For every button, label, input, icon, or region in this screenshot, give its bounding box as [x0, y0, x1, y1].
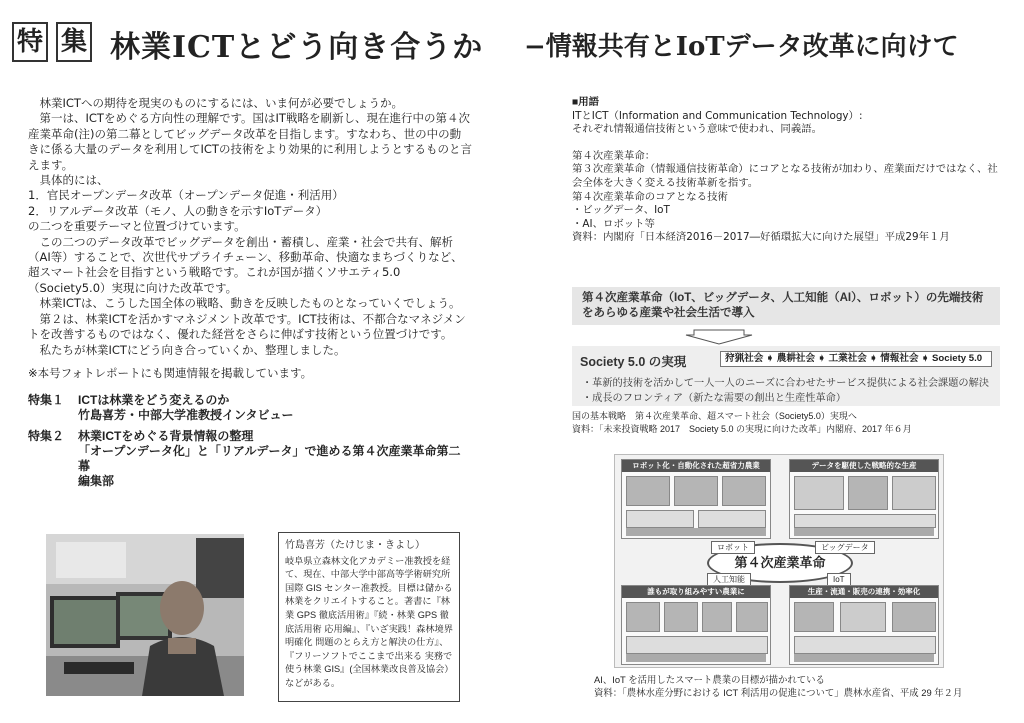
- fourth-revolution-box: 第４次産業革命（IoT、ビッグデータ、人工知能（AI）、ロボット）の先端技術をあらゆる産業や社会生活で導入: [572, 287, 1000, 325]
- panel-data-production: [789, 459, 939, 539]
- intro-paragraph: この二つのデータ改革でビッグデータを創出・蓄積し、産業・社会で共有、解析（AI等）することで、次世代サプライチェーン、移動革命、快適なまちづくりなど、超スマート社会を目指すという戦略です。これが国が描くソサエティ5.0（Society5.0）実現に向けた改革です。: [28, 234, 463, 295]
- glossary-heading: ■用語: [572, 97, 600, 108]
- fig1-caption-text: 国の基本戦略 第４次産業革命、超スマート社会（Society5.0）実現へ: [572, 411, 857, 421]
- intro-paragraph: 私たちが林業ICTにどう向き合っていくか、整理しました。: [39, 342, 346, 357]
- glossary-core-title: 第４次産業革命のコアとなる技術: [572, 190, 728, 203]
- feature-1-subtitle: 竹島喜芳・中部大学准教授インタビュー: [78, 408, 294, 423]
- page-header: [0, 0, 1024, 72]
- glossary-ict-body: それぞれ情報通信技術という意味で使われ、同義語。: [572, 123, 822, 136]
- glossary-4th-title: 第４次産業革命：: [572, 149, 656, 162]
- fig2-source: 資料：「農林水産分野における ICT 利活用の促進について」農林水産省、平成 29 年２月: [594, 687, 963, 698]
- author-bio-text: 岐阜県立森林文化アカデミー准教授を経て、現在、中部大学中部高等学術研究所国際 GIS センター准教授。目標は儲かる林業をクリエイトすること。著書に『林業 GPS 徹底活用術』『続・林業 GPS 徹底活用術 応用編』、『いざ実践！森林境界明確化 問題のとらえ方と解決の仕方』、『フリーソフトでここまで出来る 実務で使う林業 GIS』(全国林業改良普及協会）などがある。: [285, 555, 453, 688]
- tokushu-box-1: 特: [12, 22, 48, 62]
- panel-robot-farming: [621, 459, 771, 539]
- feature-2-author: 編集部: [78, 474, 115, 489]
- society5-box: [572, 346, 1000, 406]
- panel-title: ロボット化・自動化された超省力農業: [622, 460, 770, 472]
- society5-bullet: ・成長のフロンティア（新たな需要の創出と生産性革命）: [582, 393, 847, 404]
- fig2-caption-text: AI、IoT を活用したスマート農業の目標が描かれている: [594, 674, 825, 685]
- glossary-source: 資料：内閣府「日本経済2016－2017―好循環拡大に向けた展望」平成29年１月: [572, 231, 950, 244]
- intro-paragraph: 第２は、林業ICTを活かすマネジメント改革です。ICT技術は、不都合なマネジメントを改善するものではなく、優れた経営をさらに伸ばす技術という位置づけです。: [28, 311, 466, 342]
- panel-title: 誰もが取り組みやすい農業に: [622, 586, 770, 598]
- fig2-caption: [594, 673, 962, 699]
- down-arrow-icon: [684, 329, 754, 345]
- tokushu-box-2: 集: [56, 22, 92, 62]
- glossary: [572, 96, 1002, 245]
- intro-paragraph: 林業ICTへの期待を現実のものにするには、いま何が必要でしょうか。: [39, 96, 403, 110]
- intro-paragraph: 具体的には、: [39, 173, 109, 188]
- fig1-source: 資料：「未来投資戦略 2017 Society 5.0 の実現に向けた改革」内閣府、2017 年６月: [572, 423, 912, 434]
- center-label: 第４次産業革命: [734, 555, 826, 570]
- feature-1-label: 特集１: [28, 393, 65, 408]
- feature-2: [28, 429, 472, 489]
- panel-title: データを駆使した戦略的な生産: [790, 460, 938, 472]
- list-item: 2．リアルデータ改革（モノ、人の動きを示すIoTデータ）: [28, 203, 328, 218]
- society5-bullet: ・革新的技術を活かして一人一人のニーズに合わせたサービス提供による社会課題の解決: [582, 378, 989, 389]
- society5-title: Society 5.0 の実現: [580, 355, 687, 369]
- tag-robot: ロボット: [711, 541, 755, 554]
- tag-ai: 人工知能: [707, 573, 751, 586]
- smart-agriculture-diagram: [614, 454, 944, 668]
- panel-title: 生産・流通・販売の連携・効率化: [790, 586, 938, 598]
- tag-iot: IoT: [827, 573, 851, 586]
- glossary-4th-body: 第３次産業革命（情報通信技術革命）にコアとなる技術が加わり、産業面だけではなく、社会全体を大きく変える技術革新を指す。: [572, 163, 998, 189]
- sub-title: −情報共有とIoTデータ改革に向けて: [524, 32, 959, 62]
- glossary-ict-title: ITとICT（Information and Communication Technology）:: [572, 109, 863, 122]
- panel-distribution: [789, 585, 939, 665]
- main-title: 林業ICTとどう向き合うか: [110, 30, 484, 65]
- intro-column: [28, 96, 472, 489]
- panel-easy-farming: [621, 585, 771, 665]
- feature-1-title: ICTは林業をどう変えるのか: [78, 393, 230, 408]
- intro-paragraph: の二つを重要テーマと位置づけています。: [28, 219, 246, 234]
- feature-2-subtitle: 「オープンデータ化」と「リアルデータ」で進める第４次産業革命第二幕: [78, 444, 461, 474]
- feature-2-title: 林業ICTをめぐる背景情報の整理: [78, 429, 254, 444]
- tag-bigdata: ビッグデータ: [815, 541, 875, 554]
- intro-paragraph: 第一は、ICTをめぐる方向性の理解です。国はIT戦略を刷新し、現在進行中の第４次産業革命(注)の第二幕としてビッグデータ改革を目指します。すなわち、世の中の動きに係る大量のデータを利用してICTの技術をより効果的に利用しようとするものと言えます。: [28, 111, 472, 172]
- fig1-caption: [572, 410, 912, 435]
- glossary-core-item: ・AI、ロボット等: [572, 217, 655, 230]
- author-bio: [278, 532, 460, 702]
- feature-2-label: 特集２: [28, 429, 65, 444]
- feature-1: [28, 393, 472, 423]
- intro-paragraph: 林業ICTは、こうした国全体の戦略、動きを反映したものとなっていくでしょう。: [39, 296, 461, 311]
- author-name: 竹島喜芳（たけじま・きよし）: [285, 540, 425, 551]
- photo-report-note: ※本号フォトレポートにも関連情報を掲載しています。: [28, 365, 313, 380]
- list-item: 1．官民オープンデータ改革（オープンデータ促進・利活用）: [28, 188, 344, 203]
- glossary-core-item: ・ビッグデータ、IoT: [572, 204, 670, 217]
- society-chain: 狩猟社会 ➧ 農耕社会 ➧ 工業社会 ➧ 情報社会 ➧ Society 5.0: [720, 351, 992, 367]
- portrait-photo: [46, 534, 244, 696]
